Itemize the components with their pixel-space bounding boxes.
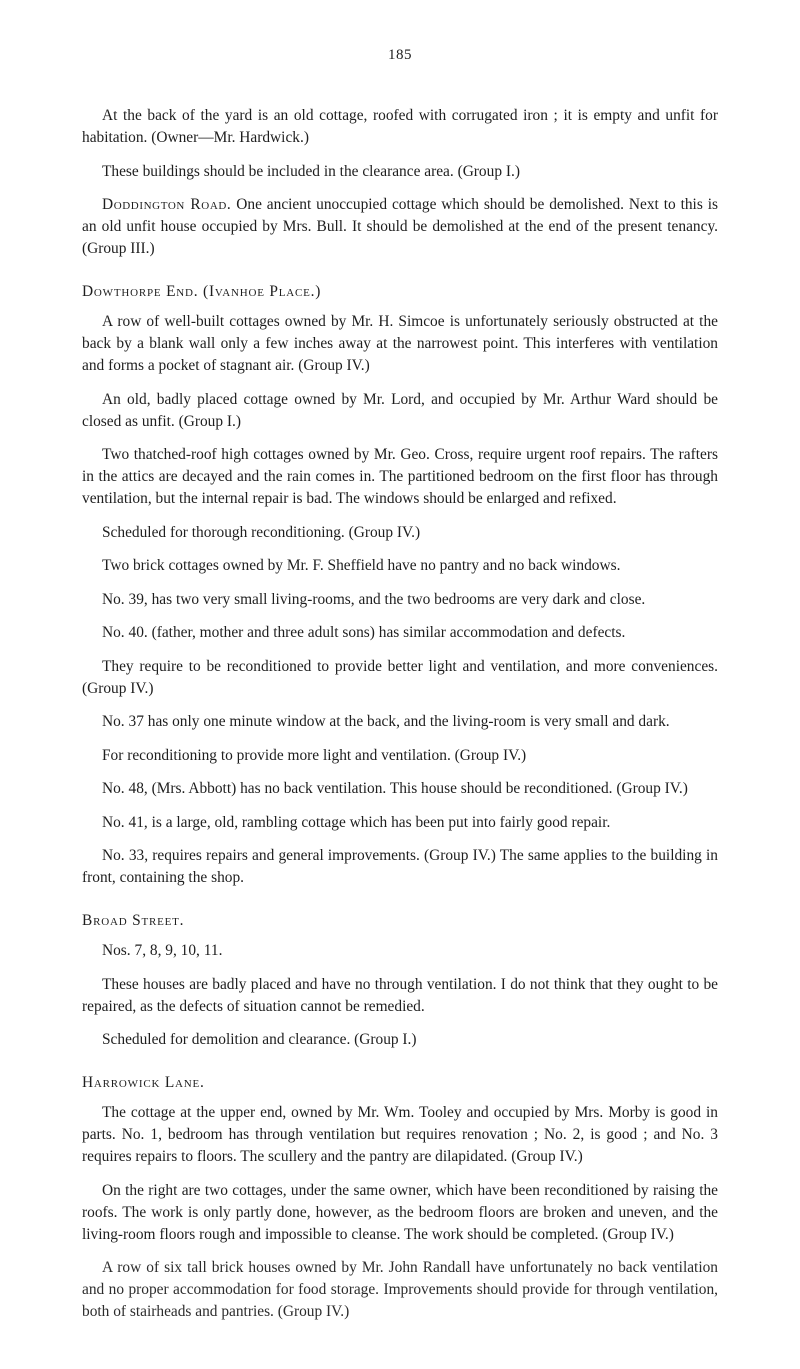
dowthorpe-paragraph: No. 33, requires repairs and general improvements. (Group IV.) The same applies to the building in front, containing the shop. [82, 847, 718, 886]
dowthorpe-paragraph: Scheduled for thorough reconditioning. (Group IV.) [102, 523, 421, 541]
dowthorpe-paragraph: No. 40. (father, mother and three adult sons) has similar accommodation and defects. [102, 624, 626, 641]
dowthorpe-paragraph: They require to be reconditioned to provide better light and ventilation, and more conveniences. (Group IV.) [82, 657, 718, 697]
dowthorpe-paragraph: No. 41, is a large, old, rambling cottage which has been put into fairly good repair. [102, 813, 611, 831]
dowthorpe-paragraph: Two thatched-roof high cottages owned by Mr. Geo. Cross, require urgent roof repairs. The rafters in the attics are decayed and the rain comes in. The partitioned bedroom on the first floor has through ventilation, but the internal repair is bad. The windows should be enlarged and refixed. [82, 446, 718, 507]
broad-street-paragraph: These houses are badly placed and have no through ventilation. I do not think that they ought to be repaired, as the defects of situation cannot be remedied. [82, 975, 718, 1015]
intro-paragraph-2: These buildings should be included in the clearance area. (Group I.) [102, 162, 520, 180]
dowthorpe-paragraph: For reconditioning to provide more light and ventilation. (Group IV.) [102, 746, 527, 764]
broad-street-heading: Broad Street. [82, 912, 185, 929]
dowthorpe-paragraph: No. 37 has only one minute window at the back, and the living-room is very small and dark. [102, 713, 670, 730]
harrowick-paragraph: On the right are two cottages, under the same owner, which have been reconditioned by raising the roofs. The work is only partly done, however, as the bedroom floors are broken and uneven, and the living-room floors rough and impossible to cleanse. The work should be completed. (Group IV.) [82, 1181, 718, 1243]
broad-street-paragraph: Scheduled for demolition and clearance. (Group I.) [102, 1031, 417, 1048]
doddington-road-heading: Doddington Road. [102, 196, 232, 213]
harrowick-lane-heading: Harrowick Lane. [82, 1074, 205, 1091]
dowthorpe-paragraph: No. 48, (Mrs. Abbott) has no back ventilation. This house should be reconditioned. (Group IV.) [102, 780, 688, 797]
doddington-road-paragraph [82, 194, 718, 260]
harrowick-paragraph: A row of six tall brick houses owned by Mr. John Randall have unfortunately no back ventilation and no proper accommodation for food storage. Improvements should provide for through ventilation, both of stairheads and pantries. (Group IV.) [82, 1259, 718, 1320]
doddington-road-text: One ancient unoccupied cottage which should be demolished. Next to this is an old unfit house occupied by Mrs. Bull. It should be demolished at the end of the present tenancy. (Group III.) [82, 196, 718, 257]
dowthorpe-end-heading: Dowthorpe End. (Ivanhoe Place.) [82, 283, 322, 300]
dowthorpe-paragraph: Two brick cottages owned by Mr. F. Sheffield have no pantry and no back windows. [102, 557, 621, 574]
dowthorpe-paragraph: An old, badly placed cottage owned by Mr. Lord, and occupied by Mr. Arthur Ward should be closed as unfit. (Group I.) [82, 390, 718, 430]
dowthorpe-paragraph: No. 39, has two very small living-rooms, and the two bedrooms are very dark and close. [102, 590, 646, 608]
broad-street-house-numbers: Nos. 7, 8, 9, 10, 11. [102, 942, 223, 959]
page-body [82, 105, 718, 1335]
page-number: 185 [388, 47, 412, 63]
intro-paragraph-1: At the back of the yard is an old cottage, roofed with corrugated iron ; it is empty and unfit for habitation. (Owner—Mr. Hardwick.) [82, 107, 718, 146]
harrowick-paragraph: The cottage at the upper end, owned by Mr. Wm. Tooley and occupied by Mrs. Morby is good in parts. No. 1, bedroom has through ventilation but requires renovation ; No. 2, is good ; and No. 3 requires repairs to floors. The scullery and the pantry are dilapidated. (Group IV.) [82, 1104, 718, 1165]
dowthorpe-paragraph: A row of well-built cottages owned by Mr. H. Simcoe is unfortunately seriously obstructed at the back by a blank wall only a few inches away at the narrowest point. This interferes with ventilation and forms a pocket of stagnant air. (Group IV.) [82, 313, 718, 374]
